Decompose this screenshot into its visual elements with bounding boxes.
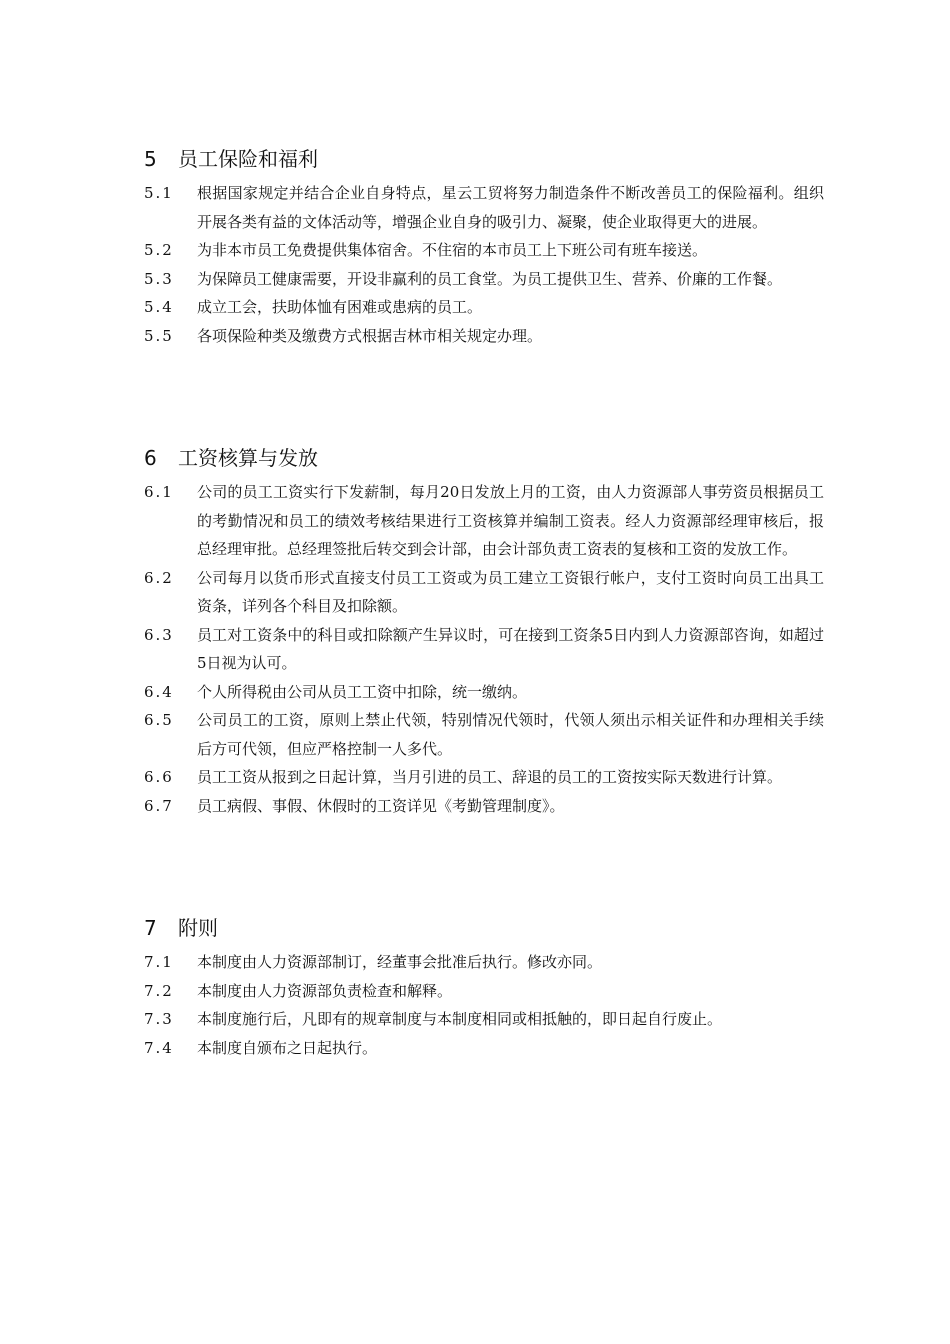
clause-number: 6.4	[144, 682, 174, 701]
clause-number: 7.1	[144, 953, 174, 971]
clause-number: 7.2	[144, 981, 174, 1000]
section-5	[144, 145, 824, 350]
section-title: 附则	[178, 916, 218, 940]
clause-text: 为非本市员工免费提供集体宿舍。不住宿的本市员工上下班公司有班车接送。	[197, 241, 708, 259]
clause-text: 为保障员工健康需要，开设非赢利的员工食堂。为员工提供卫生、营养、价廉的工作餐。	[197, 269, 783, 288]
clause-text: 根据国家规定并结合企业自身特点，星云工贸将努力制造条件不断改善员工的保险福利。组织开展各类有益的文体活动等，增强企业自身的吸引力、凝聚，使企业取得更大的进展。	[197, 184, 824, 231]
section-number: 7	[144, 916, 157, 940]
clause-item	[144, 179, 824, 236]
clause-item	[144, 1034, 824, 1063]
clause-number: 5.5	[144, 326, 174, 345]
clause-item	[144, 322, 824, 351]
clause-item	[144, 564, 824, 621]
clause-text: 本制度自颁布之日起执行。	[197, 1038, 378, 1057]
section-6	[144, 444, 824, 820]
clause-item	[144, 621, 824, 678]
clause-text: 员工工资从报到之日起计算，当月引进的员工、辞退的员工的工资按实际天数进行计算。	[197, 768, 783, 786]
clause-text: 员工对工资条中的科目或扣除额产生异议时，可在接到工资条5日内到人力资源部咨询，如超过5日视为认可。	[197, 625, 824, 672]
clause-item	[144, 977, 824, 1006]
clause-number: 6.7	[144, 796, 174, 815]
clause-item	[144, 948, 824, 977]
section-title: 工资核算与发放	[178, 446, 318, 470]
clause-number: 5.2	[144, 241, 174, 259]
section-7	[144, 914, 824, 1062]
section-title: 员工保险和福利	[178, 147, 318, 171]
clause-text: 各项保险种类及缴费方式根据吉林市相关规定办理。	[197, 326, 543, 345]
clause-item	[144, 478, 824, 564]
clause-number: 6.2	[144, 568, 174, 587]
clause-item	[144, 678, 824, 707]
clause-number: 5.4	[144, 298, 174, 316]
clause-number: 6.6	[144, 768, 174, 786]
clause-text: 本制度由人力资源部负责检查和解释。	[197, 981, 453, 1000]
clause-item	[144, 1005, 824, 1034]
clause-number: 6.3	[144, 625, 174, 644]
clause-number: 7.4	[144, 1038, 174, 1057]
clause-number: 5.1	[144, 184, 174, 202]
section-heading	[144, 444, 824, 472]
clause-item	[144, 293, 824, 322]
clause-text: 公司员工的工资，原则上禁止代领，特别情况代领时，代领人须出示相关证件和办理相关手续后方可代领，但应严格控制一人多代。	[197, 711, 824, 758]
clause-item	[144, 763, 824, 792]
clause-item	[144, 792, 824, 821]
clause-text: 本制度由人力资源部制订，经董事会批准后执行。修改亦同。	[197, 953, 603, 971]
section-number: 5	[144, 147, 157, 171]
clause-number: 6.5	[144, 711, 174, 729]
clause-text: 成立工会，扶助体恤有困难或患病的员工。	[197, 298, 483, 316]
clause-item	[144, 706, 824, 763]
section-number: 6	[144, 446, 157, 470]
clause-text: 本制度施行后，凡即有的规章制度与本制度相同或相抵触的，即日起自行废止。	[197, 1010, 723, 1028]
clause-text: 公司每月以货币形式直接支付员工工资或为员工建立工资银行帐户，支付工资时向员工出具工资条，详列各个科目及扣除额。	[197, 568, 824, 615]
clause-number: 5.3	[144, 269, 174, 288]
clause-number: 7.3	[144, 1010, 174, 1028]
clause-text: 公司的员工工资实行下发薪制，每月20日发放上月的工资，由人力资源部人事劳资员根据员工的考勤情况和员工的绩效考核结果进行工资核算并编制工资表。经人力资源部经理审核后，报总经理审批。总经理签批后转交到会计部，由会计部负责工资表的复核和工资的发放工作。	[197, 483, 824, 558]
clause-number: 6.1	[144, 483, 174, 501]
clause-text: 员工病假、事假、休假时的工资详见《考勤管理制度》。	[197, 796, 565, 815]
section-heading	[144, 914, 824, 942]
clause-item	[144, 265, 824, 294]
section-heading	[144, 145, 824, 173]
clause-text: 个人所得税由公司从员工工资中扣除，统一缴纳。	[197, 682, 528, 701]
clause-item	[144, 236, 824, 265]
